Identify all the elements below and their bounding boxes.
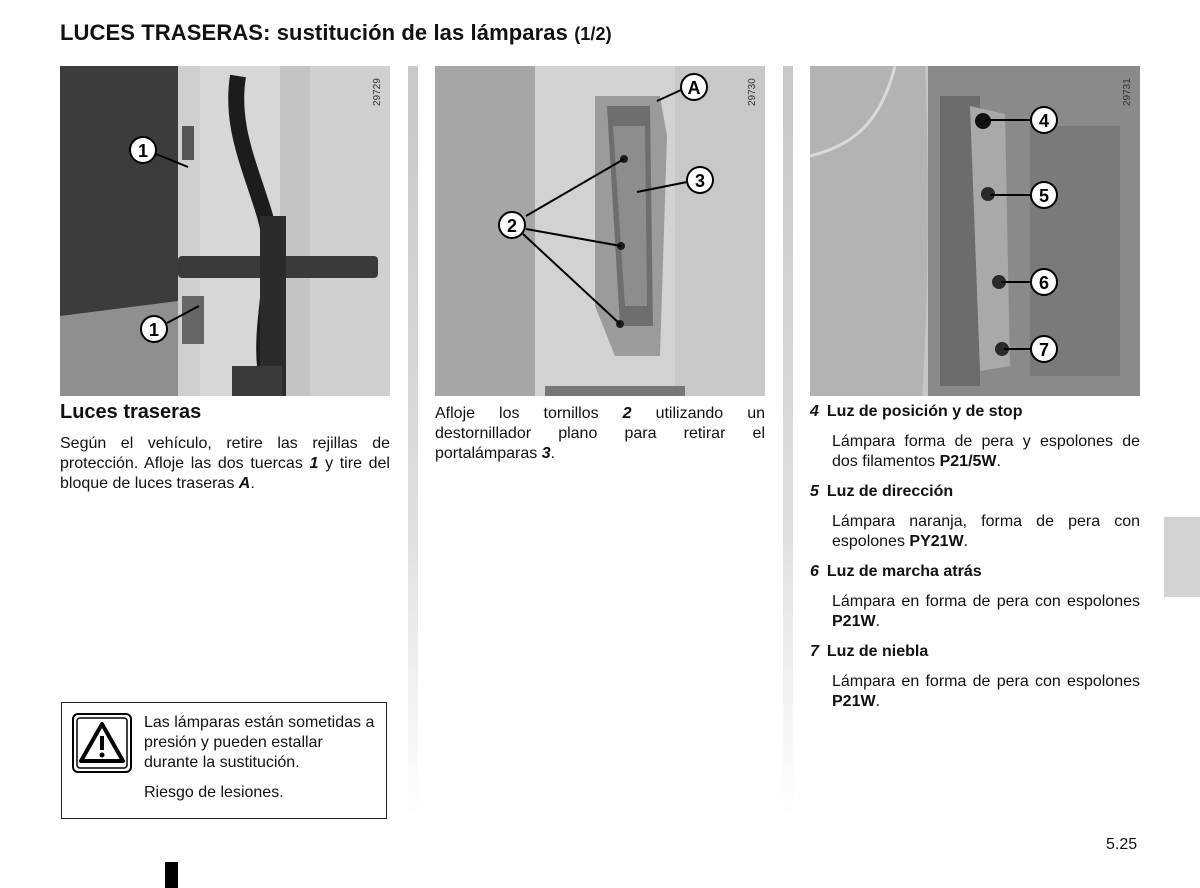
lamp-item: 5 Luz de dirección Lámpara naranja, forma de pera con espolones PY21W. [810,483,1140,550]
column-1-text [60,402,390,494]
page-title: LUCES TRASERAS: sustitución de las lámparas (1/2) [60,20,612,45]
photo-door-nuts [60,66,390,396]
section-heading: Luces traseras [60,401,202,423]
photo-lamp-sockets [810,66,1140,396]
callout-5-label: 5 [1038,186,1050,206]
lamp-item: 7 Luz de niebla Lámpara en forma de pera con espolones P21W. [810,643,1140,710]
column-2-text [435,404,765,464]
lamp-list [810,402,1140,722]
warning-icon [72,713,132,773]
column-divider [408,66,418,816]
instruction-paragraph: Según el vehículo, retire las rejillas de protección. Afloje las dos tuercas 1 y tire del bloque de luces traseras A. [60,435,390,492]
page-number: 5.25 [1106,836,1138,853]
callout-1b-label: 1 [148,320,160,340]
warning-message: Las lámparas están sometidas a presión y pueden estallar durante la sustitución. [144,714,375,771]
warning-risk: Riesgo de lesiones. [144,784,284,801]
lamp-item: 6 Luz de marcha atrás Lámpara en forma de pera con espolones P21W. [810,563,1140,630]
section-tab [1164,517,1200,597]
photo-ref: 29730 [747,78,758,106]
callout-1-label: 1 [137,141,149,161]
photo-ref: 29729 [372,78,383,106]
callout-7-label: 7 [1038,340,1050,360]
photo-ref: 29731 [1122,78,1133,106]
lamp-item: 4 Luz de posición y de stop Lámpara forma de pera y espolones de dos filamentos P21/5W. [810,403,1140,470]
photo-lamp-holder-screws [435,66,765,396]
callout-A-label: A [687,78,701,98]
instruction-paragraph: Afloje los tornillos 2 utilizando un destornillador plano para retirar el portalámparas 3. [435,405,765,462]
callout-4-label: 4 [1038,111,1050,131]
callout-3-label: 3 [694,171,706,191]
callout-6-label: 6 [1038,273,1050,293]
warning-box [61,702,387,819]
page-edge-mark [165,862,178,888]
callout-2-label: 2 [506,216,518,236]
column-divider [783,66,793,816]
